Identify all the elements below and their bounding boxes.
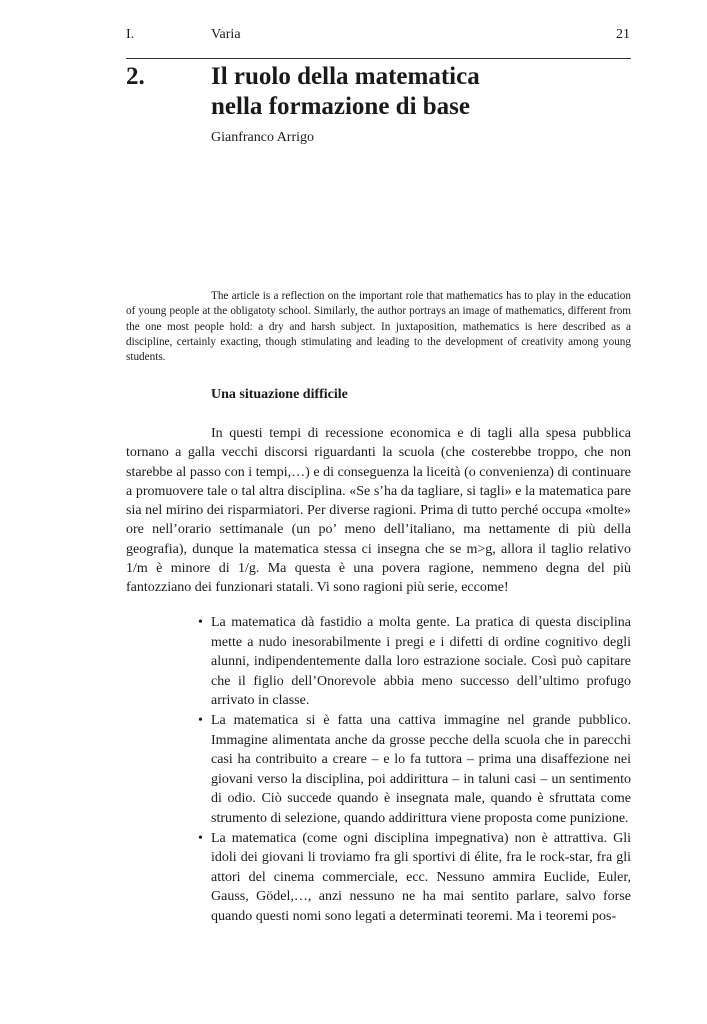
bullet-icon: • xyxy=(198,712,203,728)
article-title xyxy=(211,62,480,122)
article-title-line-2: nella formazione di base xyxy=(211,93,471,120)
bullet-text: La matematica dà fastidio a molta gente. La pratica di questa disciplina mette a nudo inesorabilmente i pregi e i difetti di ordine cognitivo degli alunni, indipendentemente dalla loro estrazione sociale. Così può capitare che il figlio dell’Onorevole abbia meno successo dell’ultimo profugo arrivato in classe. xyxy=(211,615,631,709)
bullet-item xyxy=(196,613,631,711)
running-header-section: I. xyxy=(126,27,135,42)
abstract: The article is a reflection on the important role that mathematics has to play in the education of young people at the obligatoty school. Similarly, the author portrays an image of mathematics, different from the one most people hold: a dry and harsh subject. In juxtaposition, mathematics is here described as a discipline, certainly exacting, though stimulating and leading to the development of creativity among young students. xyxy=(126,290,631,364)
bullet-icon: • xyxy=(198,615,203,630)
bullet-item xyxy=(196,829,631,927)
article-title-line-1: Il ruolo della matematica xyxy=(211,63,480,90)
article-number: 2. xyxy=(126,63,145,90)
bullet-text: La matematica (come ogni disciplina impegnativa) non è attrattiva. Gli idoli dei giovani li troviamo fra gli sportivi di élite, fra le rock-star, fra gli attori del cinema commerciale, ecc. Nessuno ammira Euclide, Euler, Gauss, Gödel,…, anzi nessuno ne ha mai sentito parlare, salvo forse quando questi nomi sono legati a determinati teoremi. Ma i teoremi pos- xyxy=(211,830,631,924)
body-paragraph: In questi tempi di recessione economica e di tagli alla spesa pubblica tornano a galla vecchi discorsi riguardanti la scuola (che costerebbe troppo, che non starebbe al passo con i tempi,…) e di conseguenza la liceità (o convenienza) di continuare a promuovere tale o tal altra disciplina. «Se s’ha da tagliare, si tagli» e la matematica pare sia nel mirino dei risparmiatori. Per diverse ragioni. Prima di tutto perché occupa «molte» ore nell’orario settimanale (un po’ meno dell’italiano, ma nettamente di più della geografia), dunque la matematica stessa ci insegna che se m>g, allora il taglio relativo 1/m è minore di 1/g. Ma questa è una povera ragione, nemmeno degna del più fantozziano dei funzionari statali. Vi sono ragioni più serie, eccome! xyxy=(126,426,631,596)
bullet-text: La matematica si è fatta una cattiva immagine nel grande pubblico. Immagine alimentata anche da grosse pecche della scuola che in parecchi casi ha contribuito a creare – e lo fa tuttora – prima una disaffezione nei giovani verso la disciplina, poi addirittura – in taluni casi – un sentimento di odio. Ciò succede quando è insegnata male, quando è sfruttata come strumento di selezione, quando addirittura viene proposta come punizione. xyxy=(211,712,631,826)
header-rule xyxy=(126,58,631,59)
author-name: Gianfranco Arrigo xyxy=(211,130,315,145)
bullet-list xyxy=(196,613,631,927)
bullet-item xyxy=(196,711,631,829)
page-number: 21 xyxy=(616,27,630,42)
section-heading: Una situazione difficile xyxy=(211,387,348,402)
bullet-icon: • xyxy=(198,830,203,846)
running-header-title: Varia xyxy=(211,27,241,42)
